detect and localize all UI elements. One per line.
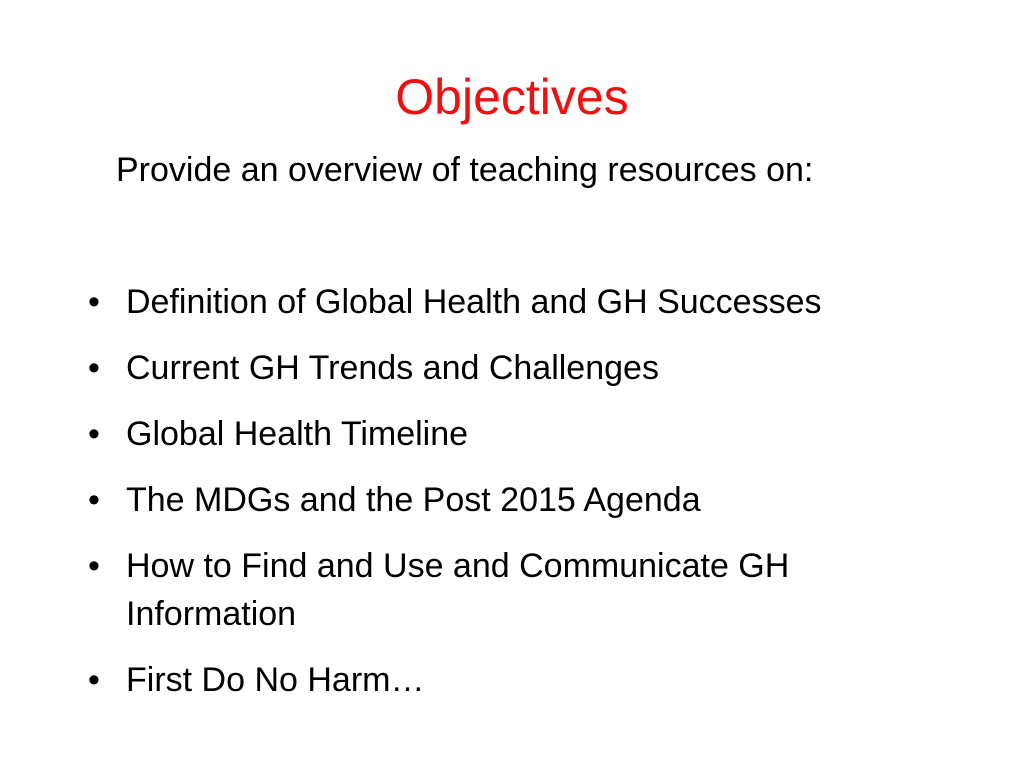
list-item-text: First Do No Harm…	[126, 661, 425, 699]
intro-text: Provide an overview of teaching resources on:	[116, 151, 814, 189]
bullet-icon: •	[88, 415, 100, 453]
bullet-icon: •	[88, 283, 100, 321]
list-item-text: Definition of Global Health and GH Successes	[126, 283, 822, 321]
list-item	[88, 278, 968, 326]
bullet-icon: •	[88, 661, 100, 699]
bullet-icon: •	[88, 349, 100, 387]
bullet-icon: •	[88, 481, 100, 519]
bullet-icon: •	[88, 547, 100, 585]
list-item-text: Current GH Trends and Challenges	[126, 349, 659, 387]
list-item	[88, 656, 968, 704]
list-item	[88, 476, 968, 524]
list-item	[88, 410, 968, 458]
list-item	[88, 344, 968, 392]
bullet-list	[88, 278, 968, 722]
slide-title: Objectives	[395, 69, 629, 125]
list-item	[88, 542, 968, 638]
list-item-text: Global Health Timeline	[126, 415, 469, 453]
list-item-text: How to Find and Use and Communicate GH Information	[126, 547, 790, 633]
list-item-text: The MDGs and the Post 2015 Agenda	[126, 481, 701, 519]
